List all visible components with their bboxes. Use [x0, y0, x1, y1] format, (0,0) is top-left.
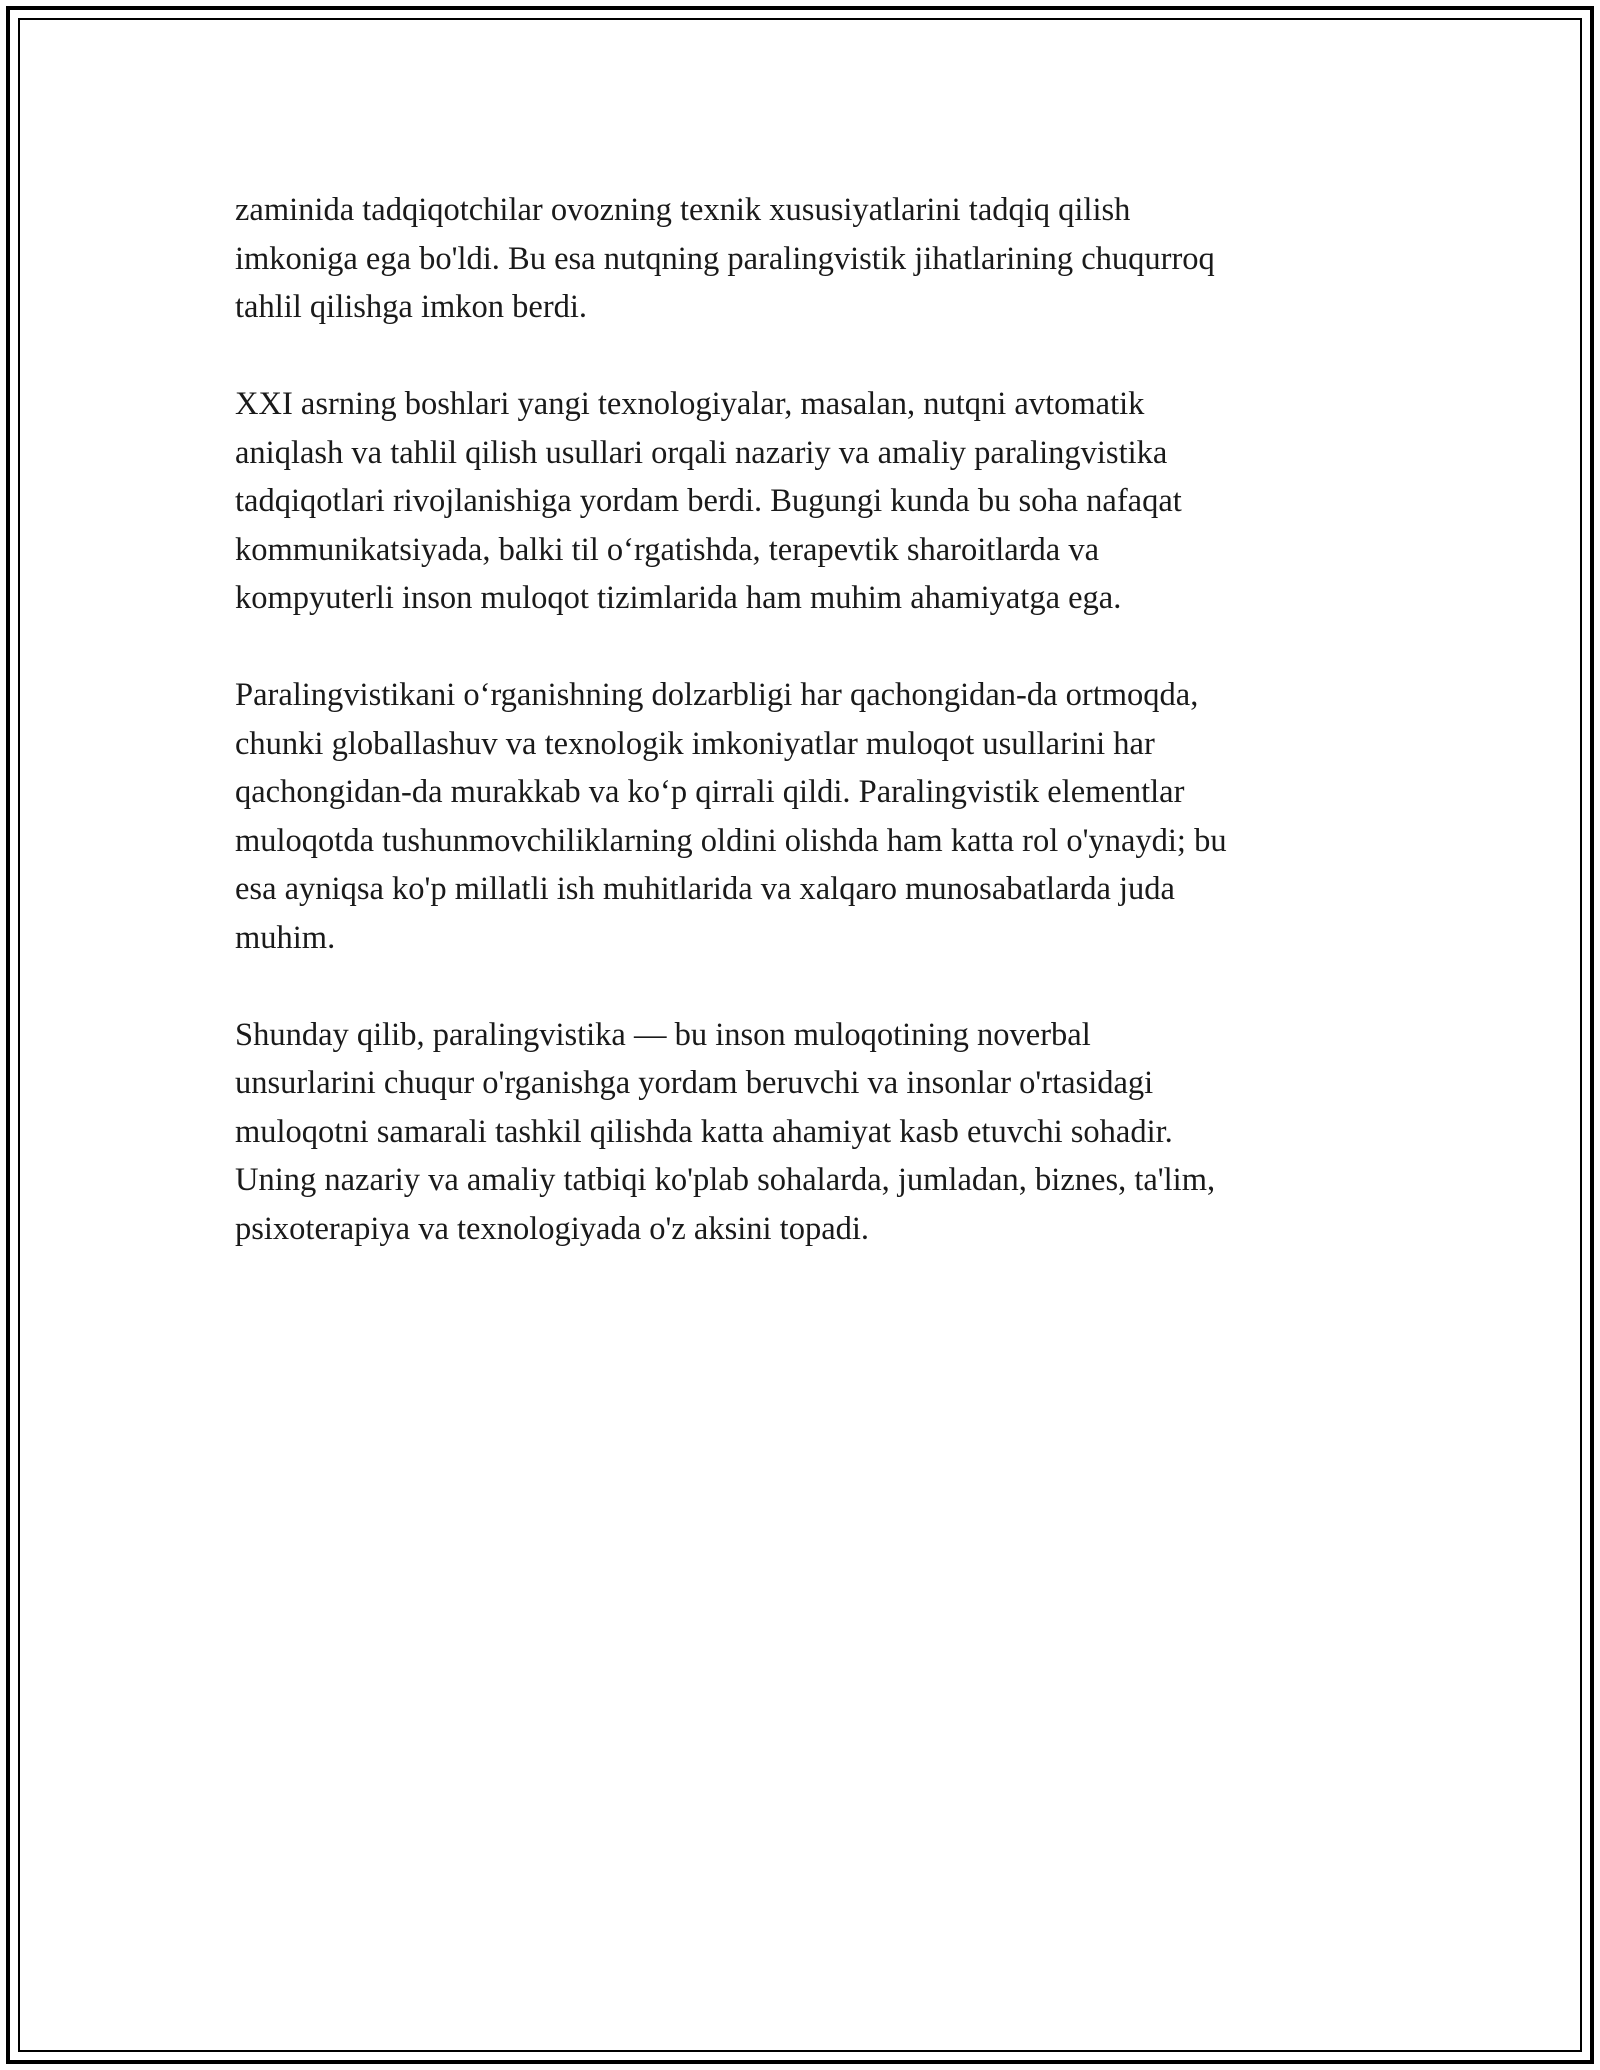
document-body [235, 186, 1375, 1302]
paragraph-4: Shunday qilib, paralingvistika — bu inson muloqotining noverbal unsurlarini chuqur o'rganishga yordam beruvchi va insonlar o'rtasidagi muloqotni samarali tashkil qilishda katta ahamiyat kasb etuvchi sohadir. Uning nazariy va amaliy tatbiqi ko'plab sohalarda, jumladan, biznes, ta'lim, psixoterapiya va texnologiyada o'z aksini topadi. [235, 1016, 1216, 1247]
paragraph-1: zaminida tadqiqotchilar ovozning texnik xususiyatlarini tadqiq qilish imkoniga ega bo'ldi. Bu esa nutqning paralingvistik jihatlarining chuqurroq tahlil qilishga imkon berdi. [235, 192, 1215, 325]
paragraph-3: Paralingvistikani o‘rganishning dolzarbligi har qachongidan-da ortmoqda, chunki globallashuv va texnologik imkoniyatlar muloqot usullarini har qachongidan-da murakkab va ko‘p qirrali qildi. Paralingvistik elementlar muloqotda tushunmovchiliklarning oldini olishda ham katta rol o'ynaydi; bu esa ayniqsa ko'p millatli ish muhitlarida va xalqaro munosabatlarda juda muhim. [235, 677, 1227, 956]
paragraph-2: XXI asrning boshlari yangi texnologiyalar, masalan, nutqni avtomatik aniqlash va tahlil qilish usullari orqali nazariy va amaliy paralingvistika tadqiqotlari rivojlanishiga yordam berdi. Bugungi kunda bu soha nafaqat kommunikatsiyada, balki til o‘rgatishda, terapevtik sharoitlarda va kompyuterli inson muloqot tizimlarida ham muhim ahamiyatga ega. [235, 386, 1182, 616]
